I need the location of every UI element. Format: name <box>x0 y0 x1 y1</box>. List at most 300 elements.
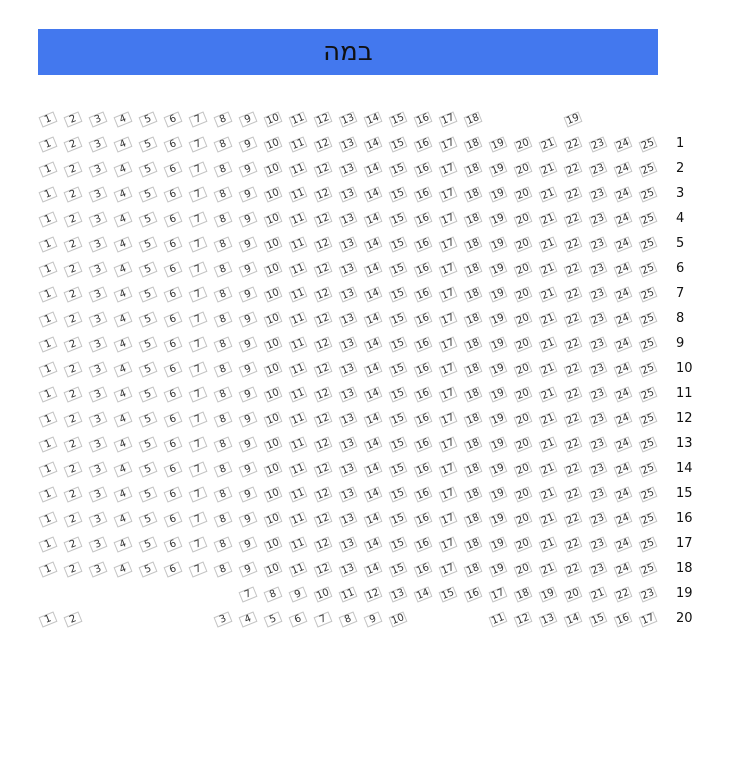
seat[interactable] <box>239 461 258 477</box>
seat[interactable] <box>389 561 408 577</box>
seat[interactable] <box>639 261 658 277</box>
seat[interactable] <box>64 611 83 627</box>
seat[interactable] <box>614 186 633 202</box>
seat[interactable] <box>114 436 133 452</box>
seat[interactable] <box>239 561 258 577</box>
seat[interactable] <box>389 536 408 552</box>
seat[interactable] <box>264 311 283 327</box>
seat[interactable] <box>189 361 208 377</box>
seat[interactable] <box>264 161 283 177</box>
seat[interactable] <box>39 211 58 227</box>
seat[interactable] <box>589 561 608 577</box>
seat[interactable] <box>164 361 183 377</box>
seat[interactable] <box>164 136 183 152</box>
seat[interactable] <box>489 511 508 527</box>
seat[interactable] <box>339 386 358 402</box>
seat[interactable] <box>539 186 558 202</box>
seat[interactable] <box>114 486 133 502</box>
seat[interactable] <box>139 161 158 177</box>
seat[interactable] <box>464 461 483 477</box>
seat[interactable] <box>364 486 383 502</box>
seat[interactable] <box>189 461 208 477</box>
seat[interactable] <box>164 511 183 527</box>
seat[interactable] <box>389 486 408 502</box>
seat[interactable] <box>639 511 658 527</box>
seat[interactable] <box>214 136 233 152</box>
seat[interactable] <box>239 311 258 327</box>
seat[interactable] <box>289 111 308 127</box>
seat[interactable] <box>464 511 483 527</box>
seat[interactable] <box>564 486 583 502</box>
seat[interactable] <box>289 236 308 252</box>
seat[interactable] <box>189 311 208 327</box>
seat[interactable] <box>439 236 458 252</box>
seat[interactable] <box>114 286 133 302</box>
seat[interactable] <box>514 186 533 202</box>
seat[interactable] <box>639 436 658 452</box>
seat[interactable] <box>314 186 333 202</box>
seat[interactable] <box>39 611 58 627</box>
seat[interactable] <box>464 386 483 402</box>
seat[interactable] <box>64 186 83 202</box>
seat[interactable] <box>414 561 433 577</box>
seat[interactable] <box>239 486 258 502</box>
seat[interactable] <box>139 461 158 477</box>
seat[interactable] <box>364 611 383 627</box>
seat[interactable] <box>639 611 658 627</box>
seat[interactable] <box>414 236 433 252</box>
seat[interactable] <box>464 311 483 327</box>
seat[interactable] <box>264 561 283 577</box>
seat[interactable] <box>364 286 383 302</box>
seat[interactable] <box>389 211 408 227</box>
seat[interactable] <box>614 436 633 452</box>
seat[interactable] <box>589 536 608 552</box>
seat[interactable] <box>539 336 558 352</box>
seat[interactable] <box>464 361 483 377</box>
seat[interactable] <box>514 336 533 352</box>
seat[interactable] <box>564 361 583 377</box>
seat[interactable] <box>614 136 633 152</box>
seat[interactable] <box>514 411 533 427</box>
seat[interactable] <box>564 161 583 177</box>
seat[interactable] <box>564 611 583 627</box>
seat[interactable] <box>439 436 458 452</box>
seat[interactable] <box>464 211 483 227</box>
seat[interactable] <box>214 386 233 402</box>
seat[interactable] <box>164 461 183 477</box>
seat[interactable] <box>189 111 208 127</box>
seat[interactable] <box>89 461 108 477</box>
seat[interactable] <box>589 236 608 252</box>
seat[interactable] <box>139 436 158 452</box>
seat[interactable] <box>239 136 258 152</box>
seat[interactable] <box>189 186 208 202</box>
seat[interactable] <box>339 611 358 627</box>
seat[interactable] <box>39 511 58 527</box>
seat[interactable] <box>514 511 533 527</box>
seat[interactable] <box>364 586 383 602</box>
seat[interactable] <box>39 236 58 252</box>
seat[interactable] <box>164 236 183 252</box>
seat[interactable] <box>439 136 458 152</box>
seat[interactable] <box>439 286 458 302</box>
seat[interactable] <box>314 511 333 527</box>
seat[interactable] <box>464 286 483 302</box>
seat[interactable] <box>189 486 208 502</box>
seat[interactable] <box>539 586 558 602</box>
seat[interactable] <box>314 286 333 302</box>
seat[interactable] <box>439 486 458 502</box>
seat[interactable] <box>289 211 308 227</box>
seat[interactable] <box>539 136 558 152</box>
seat[interactable] <box>539 311 558 327</box>
seat[interactable] <box>139 211 158 227</box>
seat[interactable] <box>64 261 83 277</box>
seat[interactable] <box>639 286 658 302</box>
seat[interactable] <box>389 111 408 127</box>
seat[interactable] <box>289 436 308 452</box>
seat[interactable] <box>164 161 183 177</box>
seat[interactable] <box>214 261 233 277</box>
seat[interactable] <box>589 286 608 302</box>
seat[interactable] <box>339 411 358 427</box>
seat[interactable] <box>189 136 208 152</box>
seat[interactable] <box>264 336 283 352</box>
seat[interactable] <box>464 586 483 602</box>
seat[interactable] <box>539 161 558 177</box>
seat[interactable] <box>214 111 233 127</box>
seat[interactable] <box>514 161 533 177</box>
seat[interactable] <box>214 511 233 527</box>
seat[interactable] <box>539 361 558 377</box>
seat[interactable] <box>164 536 183 552</box>
seat[interactable] <box>364 411 383 427</box>
seat[interactable] <box>239 361 258 377</box>
seat[interactable] <box>139 286 158 302</box>
seat[interactable] <box>464 111 483 127</box>
seat[interactable] <box>64 111 83 127</box>
seat[interactable] <box>464 336 483 352</box>
seat[interactable] <box>189 536 208 552</box>
seat[interactable] <box>164 286 183 302</box>
seat[interactable] <box>89 286 108 302</box>
seat[interactable] <box>89 111 108 127</box>
seat[interactable] <box>289 161 308 177</box>
seat[interactable] <box>114 511 133 527</box>
seat[interactable] <box>264 411 283 427</box>
seat[interactable] <box>164 386 183 402</box>
seat[interactable] <box>589 261 608 277</box>
seat[interactable] <box>564 136 583 152</box>
seat[interactable] <box>364 336 383 352</box>
seat[interactable] <box>64 136 83 152</box>
seat[interactable] <box>214 186 233 202</box>
seat[interactable] <box>114 336 133 352</box>
seat[interactable] <box>189 161 208 177</box>
seat[interactable] <box>464 236 483 252</box>
seat[interactable] <box>639 461 658 477</box>
seat[interactable] <box>64 486 83 502</box>
seat[interactable] <box>639 211 658 227</box>
seat[interactable] <box>464 186 483 202</box>
seat[interactable] <box>39 361 58 377</box>
seat[interactable] <box>214 611 233 627</box>
seat[interactable] <box>64 286 83 302</box>
seat[interactable] <box>189 411 208 427</box>
seat[interactable] <box>339 236 358 252</box>
seat[interactable] <box>214 336 233 352</box>
seat[interactable] <box>239 436 258 452</box>
seat[interactable] <box>339 186 358 202</box>
seat[interactable] <box>514 461 533 477</box>
seat[interactable] <box>64 511 83 527</box>
seat[interactable] <box>114 211 133 227</box>
seat[interactable] <box>339 561 358 577</box>
seat[interactable] <box>339 436 358 452</box>
seat[interactable] <box>514 286 533 302</box>
seat[interactable] <box>114 186 133 202</box>
seat[interactable] <box>614 411 633 427</box>
seat[interactable] <box>339 361 358 377</box>
seat[interactable] <box>89 536 108 552</box>
seat[interactable] <box>289 286 308 302</box>
seat[interactable] <box>389 261 408 277</box>
seat[interactable] <box>89 161 108 177</box>
seat[interactable] <box>289 186 308 202</box>
seat[interactable] <box>364 111 383 127</box>
seat[interactable] <box>114 561 133 577</box>
seat[interactable] <box>314 586 333 602</box>
seat[interactable] <box>139 261 158 277</box>
seat[interactable] <box>314 111 333 127</box>
seat[interactable] <box>289 411 308 427</box>
seat[interactable] <box>514 211 533 227</box>
seat[interactable] <box>614 461 633 477</box>
seat[interactable] <box>164 486 183 502</box>
seat[interactable] <box>289 511 308 527</box>
seat[interactable] <box>364 386 383 402</box>
seat[interactable] <box>264 286 283 302</box>
seat[interactable] <box>439 461 458 477</box>
seat[interactable] <box>239 411 258 427</box>
seat[interactable] <box>289 586 308 602</box>
seat[interactable] <box>239 111 258 127</box>
seat[interactable] <box>64 411 83 427</box>
seat[interactable] <box>39 386 58 402</box>
seat[interactable] <box>589 361 608 377</box>
seat[interactable] <box>639 336 658 352</box>
seat[interactable] <box>589 386 608 402</box>
seat[interactable] <box>89 436 108 452</box>
seat[interactable] <box>214 536 233 552</box>
seat[interactable] <box>89 511 108 527</box>
seat[interactable] <box>389 386 408 402</box>
seat[interactable] <box>114 161 133 177</box>
seat[interactable] <box>464 161 483 177</box>
seat[interactable] <box>64 436 83 452</box>
seat[interactable] <box>289 386 308 402</box>
seat[interactable] <box>414 461 433 477</box>
seat[interactable] <box>589 186 608 202</box>
seat[interactable] <box>264 386 283 402</box>
seat[interactable] <box>364 236 383 252</box>
seat[interactable] <box>414 511 433 527</box>
seat[interactable] <box>389 511 408 527</box>
seat[interactable] <box>439 336 458 352</box>
seat[interactable] <box>239 261 258 277</box>
seat[interactable] <box>539 486 558 502</box>
seat[interactable] <box>264 211 283 227</box>
seat[interactable] <box>214 561 233 577</box>
seat[interactable] <box>589 436 608 452</box>
seat[interactable] <box>339 136 358 152</box>
seat[interactable] <box>289 136 308 152</box>
seat[interactable] <box>439 511 458 527</box>
seat[interactable] <box>214 211 233 227</box>
seat[interactable] <box>389 286 408 302</box>
seat[interactable] <box>139 561 158 577</box>
seat[interactable] <box>514 586 533 602</box>
seat[interactable] <box>189 561 208 577</box>
seat[interactable] <box>464 536 483 552</box>
seat[interactable] <box>514 311 533 327</box>
seat[interactable] <box>364 261 383 277</box>
seat[interactable] <box>639 161 658 177</box>
seat[interactable] <box>539 611 558 627</box>
seat[interactable] <box>414 436 433 452</box>
seat[interactable] <box>114 411 133 427</box>
seat[interactable] <box>164 261 183 277</box>
seat[interactable] <box>164 211 183 227</box>
seat[interactable] <box>589 136 608 152</box>
seat[interactable] <box>614 586 633 602</box>
seat[interactable] <box>364 361 383 377</box>
seat[interactable] <box>564 261 583 277</box>
seat[interactable] <box>614 261 633 277</box>
seat[interactable] <box>614 361 633 377</box>
seat[interactable] <box>114 236 133 252</box>
seat[interactable] <box>264 461 283 477</box>
seat[interactable] <box>39 136 58 152</box>
seat[interactable] <box>289 361 308 377</box>
seat[interactable] <box>489 486 508 502</box>
seat[interactable] <box>214 411 233 427</box>
seat[interactable] <box>314 536 333 552</box>
seat[interactable] <box>64 386 83 402</box>
seat[interactable] <box>264 361 283 377</box>
seat[interactable] <box>114 386 133 402</box>
seat[interactable] <box>414 336 433 352</box>
seat[interactable] <box>414 486 433 502</box>
seat[interactable] <box>564 411 583 427</box>
seat[interactable] <box>414 411 433 427</box>
seat[interactable] <box>439 536 458 552</box>
seat[interactable] <box>489 586 508 602</box>
seat[interactable] <box>39 261 58 277</box>
seat[interactable] <box>314 611 333 627</box>
seat[interactable] <box>564 561 583 577</box>
seat[interactable] <box>114 361 133 377</box>
seat[interactable] <box>139 386 158 402</box>
seat[interactable] <box>339 461 358 477</box>
seat[interactable] <box>264 436 283 452</box>
seat[interactable] <box>489 436 508 452</box>
seat[interactable] <box>139 311 158 327</box>
seat[interactable] <box>339 261 358 277</box>
seat[interactable] <box>64 211 83 227</box>
seat[interactable] <box>389 611 408 627</box>
seat[interactable] <box>114 536 133 552</box>
seat[interactable] <box>264 511 283 527</box>
seat[interactable] <box>414 311 433 327</box>
seat[interactable] <box>314 361 333 377</box>
seat[interactable] <box>89 561 108 577</box>
seat[interactable] <box>439 111 458 127</box>
seat[interactable] <box>389 136 408 152</box>
seat[interactable] <box>89 311 108 327</box>
seat[interactable] <box>364 536 383 552</box>
seat[interactable] <box>639 136 658 152</box>
seat[interactable] <box>164 186 183 202</box>
seat[interactable] <box>564 236 583 252</box>
seat[interactable] <box>339 161 358 177</box>
seat[interactable] <box>214 161 233 177</box>
seat[interactable] <box>489 336 508 352</box>
seat[interactable] <box>314 436 333 452</box>
seat[interactable] <box>514 361 533 377</box>
seat[interactable] <box>89 411 108 427</box>
seat[interactable] <box>439 586 458 602</box>
seat[interactable] <box>514 136 533 152</box>
seat[interactable] <box>639 311 658 327</box>
seat[interactable] <box>389 311 408 327</box>
seat[interactable] <box>64 461 83 477</box>
seat[interactable] <box>264 586 283 602</box>
seat[interactable] <box>64 361 83 377</box>
seat[interactable] <box>539 561 558 577</box>
seat[interactable] <box>314 486 333 502</box>
seat[interactable] <box>589 161 608 177</box>
seat[interactable] <box>539 411 558 427</box>
seat[interactable] <box>214 311 233 327</box>
seat[interactable] <box>414 536 433 552</box>
seat[interactable] <box>239 186 258 202</box>
seat[interactable] <box>364 211 383 227</box>
seat[interactable] <box>164 336 183 352</box>
seat[interactable] <box>314 386 333 402</box>
seat[interactable] <box>489 461 508 477</box>
seat[interactable] <box>264 136 283 152</box>
seat[interactable] <box>139 136 158 152</box>
seat[interactable] <box>564 586 583 602</box>
seat[interactable] <box>189 236 208 252</box>
seat[interactable] <box>89 336 108 352</box>
seat[interactable] <box>539 236 558 252</box>
seat[interactable] <box>439 386 458 402</box>
seat[interactable] <box>289 611 308 627</box>
seat[interactable] <box>514 386 533 402</box>
seat[interactable] <box>289 561 308 577</box>
seat[interactable] <box>464 136 483 152</box>
seat[interactable] <box>464 411 483 427</box>
seat[interactable] <box>514 561 533 577</box>
seat[interactable] <box>264 486 283 502</box>
seat[interactable] <box>614 311 633 327</box>
seat[interactable] <box>39 286 58 302</box>
seat[interactable] <box>414 286 433 302</box>
seat[interactable] <box>489 561 508 577</box>
